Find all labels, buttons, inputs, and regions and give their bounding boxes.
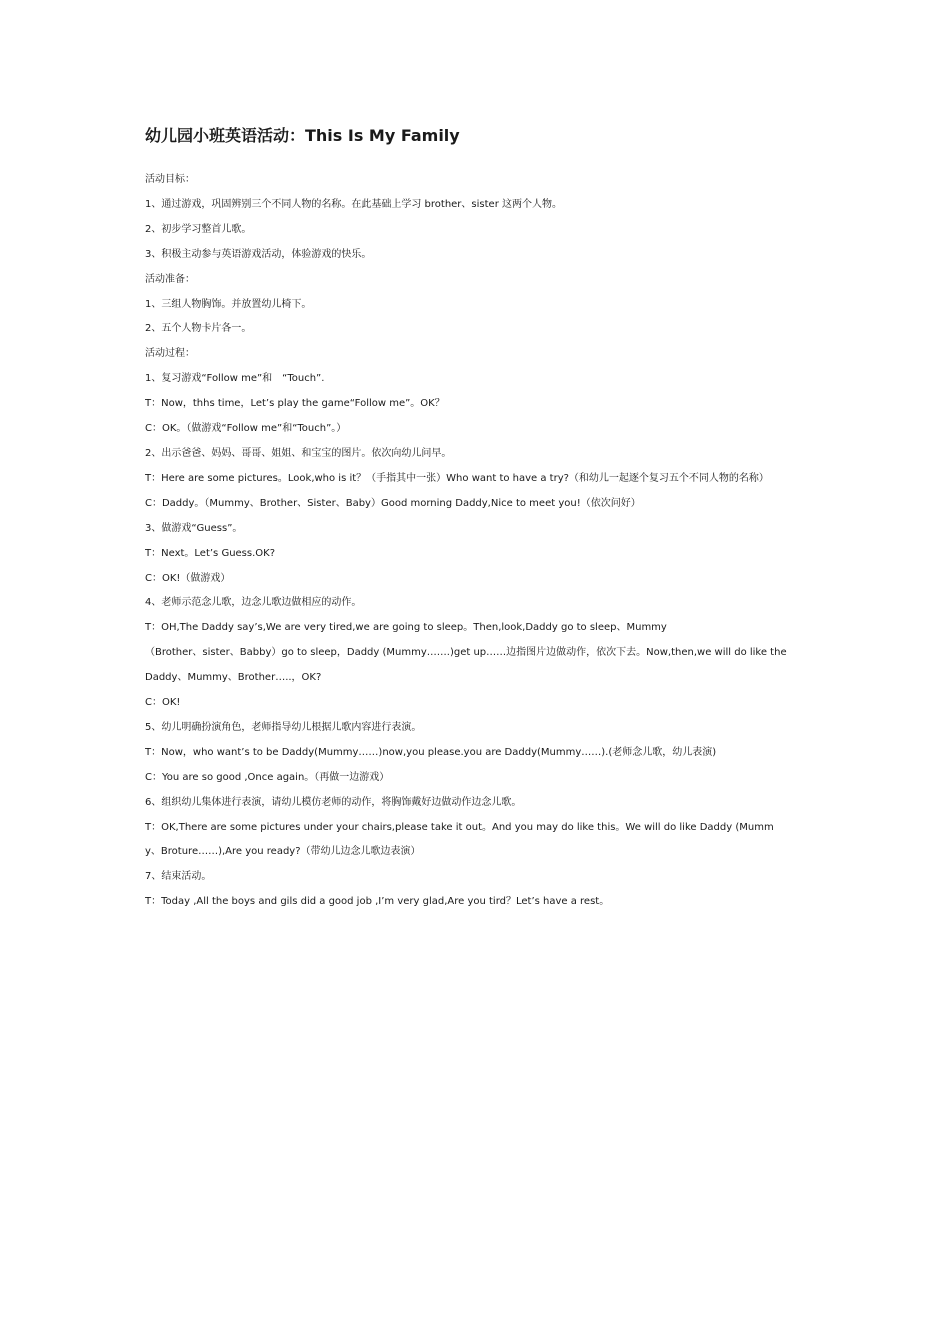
body-line: Daddy、Mummy、Brother…..，OK?	[145, 672, 322, 684]
body-line: 3、做游戏“Guess”。	[145, 522, 243, 534]
body-line: 2、出示爸爸、妈妈、哥哥、姐姐、和宝宝的图片。依次向幼儿问早。	[145, 447, 452, 459]
body-line: 活动目标：	[145, 174, 195, 185]
body-line: C：You are so good ,Once again。（再做一边游戏）	[145, 771, 390, 783]
body-line: T：OK,There are some pictures under your chairs,please take it out。And you may do like this。We will do like Daddy (Mumm	[145, 821, 774, 833]
body-line: T：Now，who want’s to be Daddy(Mummy……)now,you please.you are Daddy(Mummy……).(老师念儿歌，幼儿表演)	[145, 746, 717, 758]
body-line: C：OK!（做游戏）	[145, 572, 231, 584]
body-line: y、Broture……),Are you ready?（带幼儿边念儿歌边表演）	[145, 846, 421, 858]
body-line: 6、组织幼儿集体进行表演，请幼儿模仿老师的动作，将胸饰戴好边做动作边念儿歌。	[145, 796, 522, 808]
body-line: 3、积极主动参与英语游戏活动，体验游戏的快乐。	[145, 248, 372, 260]
body-line: T：Today ,All the boys and gils did a good job ,I’m very glad,Are you tird？Let’s have a rest。	[145, 896, 610, 908]
document-page	[145, 124, 825, 915]
body-line: T：OH,The Daddy say’s,We are very tired,we are going to sleep。Then,look,Daddy go to sleep、Mummy	[145, 622, 667, 634]
body-line: 活动准备：	[145, 273, 195, 285]
document-title: 幼儿园小班英语活动：This Is My Family	[145, 126, 460, 145]
body-line: 活动过程：	[145, 348, 195, 360]
body-line: 1、通过游戏，巩固辨别三个不同人物的名称。在此基础上学习 brother、sister 这两个人物。	[145, 198, 562, 210]
body-line: T：Here are some pictures。Look,who is it？（手指其中一张）Who want to have a try?（和幼儿一起逐个复习五个不同人物的名称）	[145, 472, 769, 484]
body-line: 4、老师示范念儿歌，边念儿歌边做相应的动作。	[145, 597, 362, 609]
document-body	[145, 168, 825, 915]
body-line: T：Now，thhs time，Let’s play the game“Follow me”。OK？	[145, 398, 445, 410]
body-line: 1、复习游戏“Follow me”和 “Touch”.	[145, 373, 325, 385]
body-line: C：OK。（做游戏“Follow me”和“Touch”。）	[145, 423, 347, 435]
body-line: T：Next。Let’s Guess.OK?	[145, 547, 276, 559]
body-line: 7、结束活动。	[145, 871, 212, 883]
body-line: （Brother、sister、Babby）go to sleep，Daddy (Mummy…….)get up……边指图片边做动作，依次下去。Now,then,we will do like the	[145, 647, 787, 659]
body-line: 1、三组人物胸饰。并放置幼儿椅下。	[145, 298, 312, 310]
body-line: 2、初步学习整首儿歌。	[145, 223, 252, 235]
body-line: 5、幼儿明确扮演角色，老师指导幼儿根据儿歌内容进行表演。	[145, 721, 422, 733]
body-line: 2、五个人物卡片各一。	[145, 323, 252, 335]
body-line: C：Daddy。（Mummy、Brother、Sister、Baby）Good morning Daddy,Nice to meet you!（依次问好）	[145, 497, 641, 509]
body-line: C：OK!	[145, 697, 181, 709]
